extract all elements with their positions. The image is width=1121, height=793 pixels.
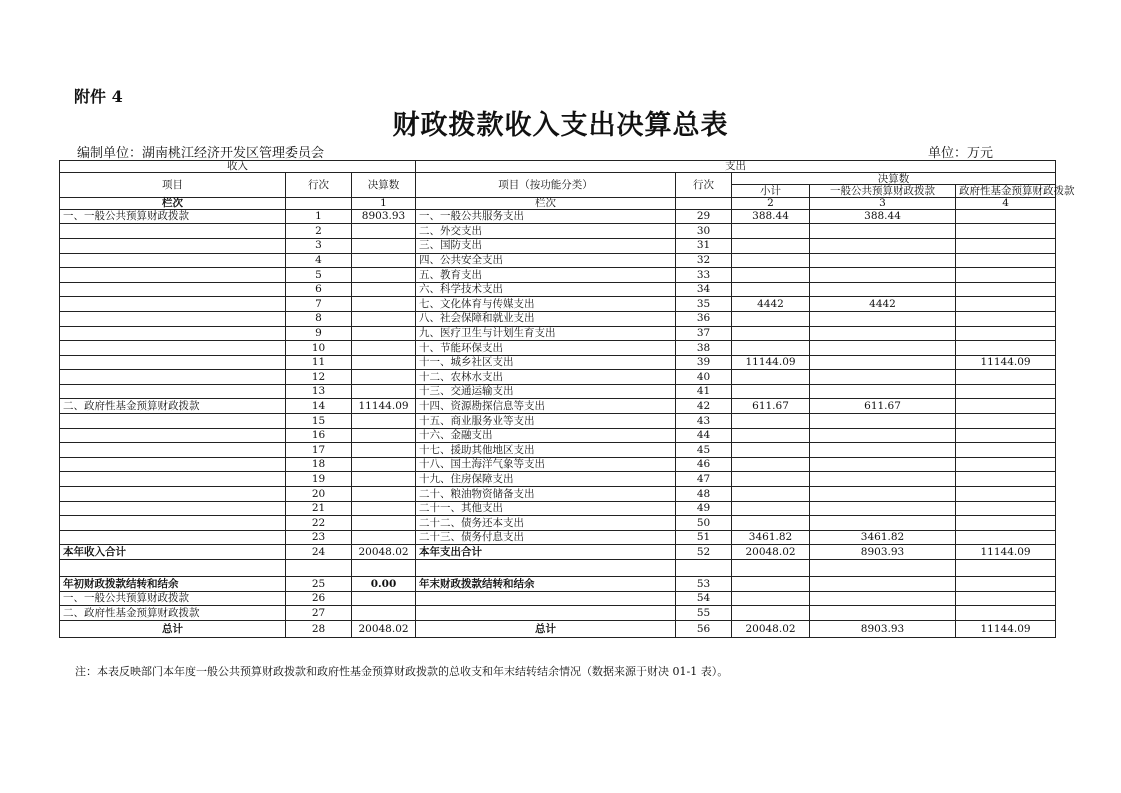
- table-row: [60, 457, 1056, 472]
- income-item-cell: [60, 457, 286, 472]
- income-row-no-cell: 24: [286, 545, 352, 560]
- income-item-cell: [60, 443, 286, 458]
- gov-fund-header: 政府性基金预算财政拨款: [956, 185, 1056, 197]
- expense-item-cell: 三、国防支出: [416, 238, 676, 253]
- gov-fund-cell: [956, 472, 1056, 487]
- general-budget-cell: [810, 457, 956, 472]
- col-index-3: 3: [810, 197, 956, 209]
- col-index-4: 4: [956, 197, 1056, 209]
- general-budget-cell: [810, 384, 956, 399]
- gov-fund-cell: [956, 428, 1056, 443]
- income-row-no-cell: 3: [286, 238, 352, 253]
- expense-item-cell: 五、教育支出: [416, 268, 676, 283]
- general-budget-cell: [810, 428, 956, 443]
- income-amount-cell: [352, 224, 416, 239]
- income-amount-cell: [352, 472, 416, 487]
- expense-item-cell: 十一、城乡社区支出: [416, 355, 676, 370]
- subtotal-cell: [732, 341, 810, 356]
- table-row: [60, 501, 1056, 516]
- expense-row-no-cell: 49: [676, 501, 732, 516]
- general-budget-cell: [810, 414, 956, 429]
- expense-row-no-cell: 51: [676, 530, 732, 545]
- col-blank-2: [676, 197, 732, 209]
- subtotal-cell: [732, 577, 810, 592]
- expense-row-no-header: 行次: [676, 173, 732, 197]
- expense-row-no-cell: 30: [676, 224, 732, 239]
- income-item-cell: [60, 516, 286, 531]
- subtotal-cell: [732, 253, 810, 268]
- table-row: [60, 326, 1056, 341]
- expense-row-no-cell: 37: [676, 326, 732, 341]
- income-amount-cell: [352, 428, 416, 443]
- income-row-no-cell: 14: [286, 399, 352, 414]
- col-index-1: 1: [352, 197, 416, 209]
- expense-row-no-cell: 34: [676, 282, 732, 297]
- income-item-cell: [60, 428, 286, 443]
- income-amount-cell: [352, 297, 416, 312]
- general-budget-cell: 8903.93: [810, 545, 956, 560]
- expense-row-no-cell: 56: [676, 620, 732, 637]
- income-amount-cell: 20048.02: [352, 545, 416, 560]
- table-row: [60, 253, 1056, 268]
- organization-label: 编制单位：湖南桃江经济开发区管理委员会: [77, 146, 325, 161]
- gov-fund-cell: [956, 443, 1056, 458]
- subtotal-cell: [732, 238, 810, 253]
- gov-fund-cell: [956, 399, 1056, 414]
- expense-row-no-cell: 29: [676, 209, 732, 224]
- expense-item-cell: [416, 560, 676, 577]
- table-row: [60, 530, 1056, 545]
- income-row-no-cell: 6: [286, 282, 352, 297]
- expense-row-no-cell: 43: [676, 414, 732, 429]
- expense-row-no-cell: 48: [676, 487, 732, 502]
- expense-row-no-cell: 32: [676, 253, 732, 268]
- general-budget-cell: [810, 268, 956, 283]
- page-title: 财政拨款收入支出决算总表: [392, 110, 729, 141]
- income-row-no-cell: 21: [286, 501, 352, 516]
- gov-fund-cell: [956, 457, 1056, 472]
- subtotal-cell: [732, 487, 810, 502]
- table-row: [60, 341, 1056, 356]
- col-label-income: 栏次: [60, 197, 286, 209]
- table-row: [60, 545, 1056, 560]
- table-row: [60, 443, 1056, 458]
- gov-fund-cell: [956, 370, 1056, 385]
- table-row: [60, 370, 1056, 385]
- income-amount-cell: [352, 606, 416, 621]
- subtotal-cell: [732, 606, 810, 621]
- income-header: 收入: [60, 161, 416, 173]
- expense-item-cell: 十、节能环保支出: [416, 341, 676, 356]
- expense-item-cell: 七、文化体育与传媒支出: [416, 297, 676, 312]
- general-budget-cell: [810, 311, 956, 326]
- income-amount-cell: [352, 516, 416, 531]
- income-row-no-cell: 9: [286, 326, 352, 341]
- income-item-cell: 一、一般公共预算财政拨款: [60, 209, 286, 224]
- income-item-cell: [60, 530, 286, 545]
- income-row-no-cell: 27: [286, 606, 352, 621]
- subtotal-cell: 20048.02: [732, 545, 810, 560]
- subtotal-cell: [732, 560, 810, 577]
- func-item-header: 项目（按功能分类）: [416, 173, 676, 197]
- expense-item-cell: 年末财政拨款结转和结余: [416, 577, 676, 592]
- expense-row-no-cell: 55: [676, 606, 732, 621]
- gov-fund-cell: [956, 577, 1056, 592]
- table-row: [60, 472, 1056, 487]
- income-item-cell: [60, 487, 286, 502]
- expense-row-no-cell: 46: [676, 457, 732, 472]
- income-amount-cell: [352, 355, 416, 370]
- income-item-cell: 二、政府性基金预算财政拨款: [60, 606, 286, 621]
- table-row: [60, 399, 1056, 414]
- expense-item-cell: 二、外交支出: [416, 224, 676, 239]
- income-row-no-cell: 28: [286, 620, 352, 637]
- income-amount-cell: [352, 253, 416, 268]
- expense-item-cell: 十三、交通运输支出: [416, 384, 676, 399]
- column-index-row: [60, 197, 1056, 209]
- income-item-cell: 总计: [60, 620, 286, 637]
- general-budget-cell: [810, 577, 956, 592]
- item-header: 项目: [60, 173, 286, 197]
- col-label-expense: 栏次: [416, 197, 676, 209]
- expense-item-cell: 四、公共安全支出: [416, 253, 676, 268]
- table-row: [60, 577, 1056, 592]
- income-amount-cell: [352, 414, 416, 429]
- income-amount-cell: [352, 501, 416, 516]
- expense-row-no-cell: 54: [676, 591, 732, 606]
- income-item-cell: [60, 268, 286, 283]
- income-amount-cell: [352, 370, 416, 385]
- subtotal-cell: 11144.09: [732, 355, 810, 370]
- gov-fund-cell: [956, 311, 1056, 326]
- income-item-cell: [60, 224, 286, 239]
- income-row-no-cell: 5: [286, 268, 352, 283]
- expense-row-no-cell: 47: [676, 472, 732, 487]
- income-amount-cell: 8903.93: [352, 209, 416, 224]
- subtotal-cell: 3461.82: [732, 530, 810, 545]
- general-budget-header: 一般公共预算财政拨款: [810, 185, 956, 197]
- expense-row-no-cell: 41: [676, 384, 732, 399]
- income-item-cell: [60, 238, 286, 253]
- subtotal-cell: [732, 501, 810, 516]
- income-row-no-cell: 25: [286, 577, 352, 592]
- expense-item-cell: 九、医疗卫生与计划生育支出: [416, 326, 676, 341]
- income-row-no-cell: 13: [286, 384, 352, 399]
- table-row: [60, 311, 1056, 326]
- income-row-no-cell: 10: [286, 341, 352, 356]
- income-amount-cell: [352, 268, 416, 283]
- table-row: [60, 282, 1056, 297]
- subtotal-cell: [732, 326, 810, 341]
- footnote: 注：本表反映部门本年度一般公共预算财政拨款和政府性基金预算财政拨款的总收支和年末结转结余情况（数据来源于财决 01-1 表）。: [75, 665, 729, 678]
- expense-item-cell: 本年支出合计: [416, 545, 676, 560]
- gov-fund-cell: [956, 530, 1056, 545]
- income-item-cell: [60, 414, 286, 429]
- expense-item-cell: [416, 591, 676, 606]
- income-item-cell: 一、一般公共预算财政拨款: [60, 591, 286, 606]
- general-budget-cell: [810, 501, 956, 516]
- income-row-no-cell: 18: [286, 457, 352, 472]
- income-amount-cell: [352, 311, 416, 326]
- income-amount-cell: [352, 443, 416, 458]
- general-budget-cell: [810, 341, 956, 356]
- gov-fund-cell: [956, 606, 1056, 621]
- table-row: [60, 428, 1056, 443]
- income-item-cell: [60, 253, 286, 268]
- expense-item-cell: 十四、资源勘探信息等支出: [416, 399, 676, 414]
- income-item-cell: [60, 311, 286, 326]
- gov-fund-cell: 11144.09: [956, 355, 1056, 370]
- table-row: [60, 297, 1056, 312]
- income-amount-cell: [352, 530, 416, 545]
- expense-row-no-cell: 35: [676, 297, 732, 312]
- income-amount-header: 决算数: [352, 173, 416, 197]
- subtotal-cell: [732, 311, 810, 326]
- table-row: [60, 620, 1056, 637]
- expense-item-cell: 二十二、债务还本支出: [416, 516, 676, 531]
- expense-row-no-cell: 38: [676, 341, 732, 356]
- expense-row-no-cell: 52: [676, 545, 732, 560]
- income-amount-cell: 11144.09: [352, 399, 416, 414]
- income-amount-cell: [352, 560, 416, 577]
- general-budget-cell: [810, 560, 956, 577]
- expense-item-cell: 十七、援助其他地区支出: [416, 443, 676, 458]
- expense-row-no-cell: 45: [676, 443, 732, 458]
- table-row: [60, 384, 1056, 399]
- table-row: [60, 516, 1056, 531]
- gov-fund-cell: [956, 501, 1056, 516]
- final-group-header: 决算数: [732, 173, 1056, 185]
- general-budget-cell: [810, 326, 956, 341]
- general-budget-cell: [810, 591, 956, 606]
- general-budget-cell: 3461.82: [810, 530, 956, 545]
- expense-row-no-cell: 31: [676, 238, 732, 253]
- general-budget-cell: [810, 443, 956, 458]
- expense-item-cell: 六、科学技术支出: [416, 282, 676, 297]
- income-item-cell: [60, 341, 286, 356]
- expense-row-no-cell: 50: [676, 516, 732, 531]
- gov-fund-cell: 11144.09: [956, 545, 1056, 560]
- subtotal-cell: [732, 457, 810, 472]
- expense-row-no-cell: 40: [676, 370, 732, 385]
- income-row-no-cell: 15: [286, 414, 352, 429]
- income-item-cell: [60, 472, 286, 487]
- gov-fund-cell: [956, 253, 1056, 268]
- expense-row-no-cell: 33: [676, 268, 732, 283]
- income-row-no-header: 行次: [286, 173, 352, 197]
- col-index-2: 2: [732, 197, 810, 209]
- income-item-cell: 年初财政拨款结转和结余: [60, 577, 286, 592]
- expense-item-cell: 总计: [416, 620, 676, 637]
- income-item-cell: [60, 297, 286, 312]
- general-budget-cell: 388.44: [810, 209, 956, 224]
- gov-fund-cell: [956, 282, 1056, 297]
- expense-item-cell: 十二、农林水支出: [416, 370, 676, 385]
- gov-fund-cell: [956, 591, 1056, 606]
- table-row: [60, 224, 1056, 239]
- gov-fund-cell: [956, 560, 1056, 577]
- subtotal-cell: 388.44: [732, 209, 810, 224]
- income-row-no-cell: 11: [286, 355, 352, 370]
- expense-item-cell: 二十一、其他支出: [416, 501, 676, 516]
- gov-fund-cell: [956, 487, 1056, 502]
- gov-fund-cell: [956, 516, 1056, 531]
- subtotal-cell: [732, 268, 810, 283]
- subtotal-cell: [732, 428, 810, 443]
- expense-item-cell: 十六、金融支出: [416, 428, 676, 443]
- expense-row-no-cell: 44: [676, 428, 732, 443]
- table-row: [60, 238, 1056, 253]
- expense-item-cell: [416, 606, 676, 621]
- general-budget-cell: [810, 355, 956, 370]
- table-row: [60, 268, 1056, 283]
- gov-fund-cell: [956, 384, 1056, 399]
- subtotal-cell: [732, 591, 810, 606]
- subtotal-cell: [732, 224, 810, 239]
- gov-fund-cell: [956, 326, 1056, 341]
- expense-item-cell: 二十、粮油物资储备支出: [416, 487, 676, 502]
- gov-fund-cell: [956, 341, 1056, 356]
- table-row: [60, 487, 1056, 502]
- gov-fund-cell: [956, 297, 1056, 312]
- subtotal-cell: 611.67: [732, 399, 810, 414]
- income-item-cell: 本年收入合计: [60, 545, 286, 560]
- subtotal-cell: [732, 443, 810, 458]
- header-row-top: [60, 161, 1056, 173]
- income-amount-cell: [352, 487, 416, 502]
- income-amount-cell: 20048.02: [352, 620, 416, 637]
- expense-item-cell: 八、社会保障和就业支出: [416, 311, 676, 326]
- gov-fund-cell: [956, 224, 1056, 239]
- income-item-cell: [60, 355, 286, 370]
- general-budget-cell: [810, 282, 956, 297]
- subtotal-cell: 20048.02: [732, 620, 810, 637]
- income-item-cell: [60, 370, 286, 385]
- table-row: [60, 560, 1056, 577]
- income-row-no-cell: 23: [286, 530, 352, 545]
- income-row-no-cell: 2: [286, 224, 352, 239]
- table-row: [60, 414, 1056, 429]
- subtotal-cell: 4442: [732, 297, 810, 312]
- income-row-no-cell: 1: [286, 209, 352, 224]
- general-budget-cell: [810, 606, 956, 621]
- unit-label: 单位：万元: [928, 146, 994, 161]
- expense-item-cell: 一、一般公共服务支出: [416, 209, 676, 224]
- income-item-cell: [60, 560, 286, 577]
- income-amount-cell: [352, 326, 416, 341]
- income-item-cell: [60, 326, 286, 341]
- header-row-mid: [60, 173, 1056, 185]
- income-amount-cell: [352, 282, 416, 297]
- general-budget-cell: [810, 472, 956, 487]
- budget-table: [59, 160, 1075, 638]
- income-row-no-cell: 19: [286, 472, 352, 487]
- table-row: [60, 209, 1056, 224]
- income-row-no-cell: 8: [286, 311, 352, 326]
- general-budget-cell: 8903.93: [810, 620, 956, 637]
- income-row-no-cell: 22: [286, 516, 352, 531]
- expense-row-no-cell: 39: [676, 355, 732, 370]
- income-row-no-cell: 4: [286, 253, 352, 268]
- expense-row-no-cell: 53: [676, 577, 732, 592]
- gov-fund-cell: [956, 238, 1056, 253]
- expense-item-cell: 二十三、债务付息支出: [416, 530, 676, 545]
- income-item-cell: [60, 282, 286, 297]
- income-row-no-cell: 16: [286, 428, 352, 443]
- gov-fund-cell: 11144.09: [956, 620, 1056, 637]
- general-budget-cell: 611.67: [810, 399, 956, 414]
- gov-fund-cell: [956, 414, 1056, 429]
- table-row: [60, 355, 1056, 370]
- table-row: [60, 606, 1056, 621]
- general-budget-cell: [810, 516, 956, 531]
- income-row-no-cell: [286, 560, 352, 577]
- income-row-no-cell: 12: [286, 370, 352, 385]
- income-item-cell: 二、政府性基金预算财政拨款: [60, 399, 286, 414]
- income-item-cell: [60, 384, 286, 399]
- subtotal-cell: [732, 384, 810, 399]
- subtotal-cell: [732, 414, 810, 429]
- gov-fund-cell: [956, 209, 1056, 224]
- income-amount-cell: [352, 238, 416, 253]
- subtotal-cell: [732, 516, 810, 531]
- expense-item-cell: 十五、商业服务业等支出: [416, 414, 676, 429]
- general-budget-cell: [810, 224, 956, 239]
- subtotal-cell: [732, 472, 810, 487]
- expense-header: 支出: [416, 161, 1056, 173]
- income-row-no-cell: 7: [286, 297, 352, 312]
- expense-row-no-cell: 36: [676, 311, 732, 326]
- expense-row-no-cell: [676, 560, 732, 577]
- general-budget-cell: [810, 370, 956, 385]
- expense-item-cell: 十八、国土海洋气象等支出: [416, 457, 676, 472]
- gov-fund-cell: [956, 268, 1056, 283]
- general-budget-cell: [810, 487, 956, 502]
- general-budget-cell: 4442: [810, 297, 956, 312]
- expense-row-no-cell: 42: [676, 399, 732, 414]
- income-amount-cell: [352, 591, 416, 606]
- subtotal-cell: [732, 370, 810, 385]
- attachment-label: 附件 4: [74, 87, 123, 106]
- income-amount-cell: 0.00: [352, 577, 416, 592]
- subtotal-cell: [732, 282, 810, 297]
- income-row-no-cell: 17: [286, 443, 352, 458]
- income-item-cell: [60, 501, 286, 516]
- col-blank-1: [286, 197, 352, 209]
- subtotal-header: 小计: [732, 185, 810, 197]
- income-row-no-cell: 26: [286, 591, 352, 606]
- income-row-no-cell: 20: [286, 487, 352, 502]
- general-budget-cell: [810, 238, 956, 253]
- income-amount-cell: [352, 457, 416, 472]
- income-amount-cell: [352, 384, 416, 399]
- general-budget-cell: [810, 253, 956, 268]
- expense-item-cell: 十九、住房保障支出: [416, 472, 676, 487]
- table-row: [60, 591, 1056, 606]
- income-amount-cell: [352, 341, 416, 356]
